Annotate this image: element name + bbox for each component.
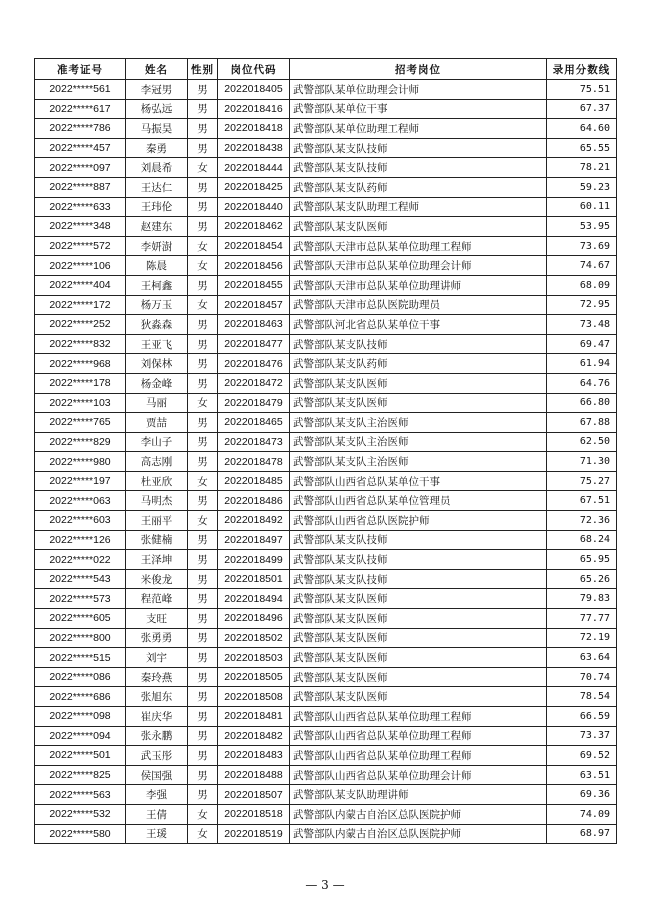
exam-id-cell: 2022*****887 — [35, 177, 126, 197]
gender-cell: 男 — [188, 373, 218, 393]
name-cell: 侯国强 — [126, 765, 188, 785]
exam-id-cell: 2022*****800 — [35, 628, 126, 648]
position-cell: 武警部队某支队医师 — [290, 609, 547, 629]
position-code-cell: 2022018405 — [218, 80, 290, 100]
gender-cell: 男 — [188, 530, 218, 550]
score-cell: 68.09 — [547, 275, 617, 295]
score-cell: 72.36 — [547, 511, 617, 531]
page-number: — 3 — — [305, 878, 345, 892]
gender-cell: 男 — [188, 138, 218, 158]
name-cell: 程范峰 — [126, 589, 188, 609]
name-cell: 王玮伦 — [126, 197, 188, 217]
position-code-cell: 2022018481 — [218, 707, 290, 727]
position-cell: 武警部队某支队技师 — [290, 158, 547, 178]
position-code-cell: 2022018440 — [218, 197, 290, 217]
score-cell: 63.51 — [547, 765, 617, 785]
score-cell: 68.24 — [547, 530, 617, 550]
name-cell: 陈晨 — [126, 256, 188, 276]
gender-cell: 男 — [188, 452, 218, 472]
position-code-cell: 2022018486 — [218, 491, 290, 511]
score-cell: 72.19 — [547, 628, 617, 648]
score-cell: 64.60 — [547, 119, 617, 139]
position-cell: 武警部队某支队助理讲师 — [290, 785, 547, 805]
gender-cell: 女 — [188, 158, 218, 178]
gender-cell: 男 — [188, 197, 218, 217]
exam-id-cell: 2022*****617 — [35, 99, 126, 119]
gender-cell: 男 — [188, 177, 218, 197]
position-code-cell: 2022018502 — [218, 628, 290, 648]
name-cell: 王泽坤 — [126, 550, 188, 570]
score-cell: 60.11 — [547, 197, 617, 217]
position-code-cell: 2022018462 — [218, 217, 290, 237]
score-cell: 78.21 — [547, 158, 617, 178]
score-cell: 79.83 — [547, 589, 617, 609]
name-cell: 崔庆华 — [126, 707, 188, 727]
position-cell: 武警部队某支队药师 — [290, 354, 547, 374]
position-cell: 武警部队某支队技师 — [290, 530, 547, 550]
table-row — [35, 707, 617, 727]
gender-cell: 女 — [188, 471, 218, 491]
gender-cell: 男 — [188, 785, 218, 805]
position-code-cell: 2022018476 — [218, 354, 290, 374]
exam-id-cell: 2022*****126 — [35, 530, 126, 550]
gender-cell: 女 — [188, 236, 218, 256]
table-row — [35, 589, 617, 609]
position-code-cell: 2022018519 — [218, 824, 290, 844]
name-cell: 狄淼森 — [126, 315, 188, 335]
gender-cell: 男 — [188, 432, 218, 452]
position-code-cell: 2022018497 — [218, 530, 290, 550]
score-cell: 73.48 — [547, 315, 617, 335]
table-row — [35, 373, 617, 393]
score-cell: 70.74 — [547, 667, 617, 687]
position-code-cell: 2022018457 — [218, 295, 290, 315]
position-cell: 武警部队山西省总队某单位助理会计师 — [290, 765, 547, 785]
name-cell: 李冠男 — [126, 80, 188, 100]
exam-id-cell: 2022*****532 — [35, 804, 126, 824]
position-code-cell: 2022018472 — [218, 373, 290, 393]
table-row — [35, 452, 617, 472]
position-code-cell: 2022018416 — [218, 99, 290, 119]
exam-id-cell: 2022*****086 — [35, 667, 126, 687]
table-row — [35, 413, 617, 433]
table-row — [35, 687, 617, 707]
name-cell: 马振昊 — [126, 119, 188, 139]
score-cell: 67.37 — [547, 99, 617, 119]
name-cell: 高志刚 — [126, 452, 188, 472]
name-cell: 马明杰 — [126, 491, 188, 511]
name-cell: 张旭东 — [126, 687, 188, 707]
score-cell: 69.47 — [547, 334, 617, 354]
position-cell: 武警部队河北省总队某单位干事 — [290, 315, 547, 335]
score-cell: 69.52 — [547, 746, 617, 766]
table-row — [35, 80, 617, 100]
name-cell: 李山子 — [126, 432, 188, 452]
table-header-row — [35, 59, 617, 80]
score-cell: 75.51 — [547, 80, 617, 100]
gender-cell: 男 — [188, 315, 218, 335]
name-cell: 王倩 — [126, 804, 188, 824]
exam-id-cell: 2022*****178 — [35, 373, 126, 393]
exam-id-cell: 2022*****106 — [35, 256, 126, 276]
gender-cell: 女 — [188, 824, 218, 844]
score-cell: 75.27 — [547, 471, 617, 491]
exam-id-cell: 2022*****197 — [35, 471, 126, 491]
table-row — [35, 354, 617, 374]
gender-cell: 男 — [188, 667, 218, 687]
position-cell: 武警部队某单位助理会计师 — [290, 80, 547, 100]
exam-id-cell: 2022*****765 — [35, 413, 126, 433]
exam-id-cell: 2022*****832 — [35, 334, 126, 354]
results-sheet — [34, 58, 616, 844]
name-cell: 武玉彤 — [126, 746, 188, 766]
gender-cell: 男 — [188, 746, 218, 766]
position-cell: 武警部队某单位助理工程师 — [290, 119, 547, 139]
table-row — [35, 569, 617, 589]
position-code-cell: 2022018507 — [218, 785, 290, 805]
position-code-cell: 2022018505 — [218, 667, 290, 687]
table-row — [35, 236, 617, 256]
gender-cell: 男 — [188, 275, 218, 295]
table-row — [35, 217, 617, 237]
gender-cell: 女 — [188, 256, 218, 276]
name-cell: 马丽 — [126, 393, 188, 413]
position-cell: 武警部队某支队技师 — [290, 334, 547, 354]
position-code-cell: 2022018482 — [218, 726, 290, 746]
table-row — [35, 138, 617, 158]
table-body — [35, 80, 617, 844]
score-cell: 72.95 — [547, 295, 617, 315]
name-cell: 王柯鑫 — [126, 275, 188, 295]
position-cell: 武警部队某支队主治医师 — [290, 413, 547, 433]
position-code-cell: 2022018473 — [218, 432, 290, 452]
position-code-cell: 2022018518 — [218, 804, 290, 824]
table-row — [35, 334, 617, 354]
exam-id-cell: 2022*****172 — [35, 295, 126, 315]
position-code-cell: 2022018438 — [218, 138, 290, 158]
position-code-cell: 2022018465 — [218, 413, 290, 433]
gender-cell: 男 — [188, 354, 218, 374]
gender-cell: 女 — [188, 511, 218, 531]
score-cell: 69.36 — [547, 785, 617, 805]
gender-cell: 男 — [188, 628, 218, 648]
exam-id-cell: 2022*****063 — [35, 491, 126, 511]
score-cell: 71.30 — [547, 452, 617, 472]
position-cell: 武警部队天津市总队某单位助理讲师 — [290, 275, 547, 295]
score-cell: 74.09 — [547, 804, 617, 824]
position-cell: 武警部队某支队医师 — [290, 667, 547, 687]
table-row — [35, 667, 617, 687]
exam-id-cell: 2022*****968 — [35, 354, 126, 374]
table-row — [35, 785, 617, 805]
header-position: 招考岗位 — [290, 59, 547, 80]
exam-id-cell: 2022*****094 — [35, 726, 126, 746]
table-row — [35, 99, 617, 119]
position-cell: 武警部队某支队医师 — [290, 589, 547, 609]
name-cell: 张永鹏 — [126, 726, 188, 746]
table-row — [35, 511, 617, 531]
header-exam-id: 准考证号 — [35, 59, 126, 80]
score-cell: 53.95 — [547, 217, 617, 237]
exam-id-cell: 2022*****603 — [35, 511, 126, 531]
position-cell: 武警部队山西省总队某单位助理工程师 — [290, 726, 547, 746]
header-score-line: 录用分数线 — [547, 59, 617, 80]
position-cell: 武警部队某单位干事 — [290, 99, 547, 119]
exam-id-cell: 2022*****563 — [35, 785, 126, 805]
score-cell: 65.55 — [547, 138, 617, 158]
name-cell: 杨万玉 — [126, 295, 188, 315]
exam-id-cell: 2022*****515 — [35, 648, 126, 668]
position-cell: 武警部队山西省总队某单位助理工程师 — [290, 746, 547, 766]
gender-cell: 男 — [188, 491, 218, 511]
position-code-cell: 2022018508 — [218, 687, 290, 707]
exam-id-cell: 2022*****404 — [35, 275, 126, 295]
table-row — [35, 315, 617, 335]
position-cell: 武警部队山西省总队某单位管理员 — [290, 491, 547, 511]
position-cell: 武警部队内蒙古自治区总队医院护师 — [290, 804, 547, 824]
position-code-cell: 2022018454 — [218, 236, 290, 256]
header-gender: 性别 — [188, 59, 218, 80]
table-row — [35, 824, 617, 844]
score-cell: 59.23 — [547, 177, 617, 197]
position-code-cell: 2022018485 — [218, 471, 290, 491]
name-cell: 王亚飞 — [126, 334, 188, 354]
exam-id-cell: 2022*****633 — [35, 197, 126, 217]
table-row — [35, 471, 617, 491]
position-code-cell: 2022018478 — [218, 452, 290, 472]
gender-cell: 男 — [188, 609, 218, 629]
table-row — [35, 491, 617, 511]
gender-cell: 男 — [188, 707, 218, 727]
exam-id-cell: 2022*****686 — [35, 687, 126, 707]
gender-cell: 男 — [188, 648, 218, 668]
gender-cell: 男 — [188, 119, 218, 139]
table-row — [35, 628, 617, 648]
table-row — [35, 197, 617, 217]
position-code-cell: 2022018501 — [218, 569, 290, 589]
position-code-cell: 2022018494 — [218, 589, 290, 609]
gender-cell: 女 — [188, 393, 218, 413]
exam-id-cell: 2022*****457 — [35, 138, 126, 158]
gender-cell: 男 — [188, 334, 218, 354]
position-cell: 武警部队某支队主治医师 — [290, 432, 547, 452]
gender-cell: 男 — [188, 80, 218, 100]
name-cell: 刘宇 — [126, 648, 188, 668]
score-cell: 66.80 — [547, 393, 617, 413]
exam-id-cell: 2022*****501 — [35, 746, 126, 766]
name-cell: 张健楠 — [126, 530, 188, 550]
name-cell: 秦玲燕 — [126, 667, 188, 687]
score-cell: 65.26 — [547, 569, 617, 589]
position-code-cell: 2022018492 — [218, 511, 290, 531]
score-cell: 63.64 — [547, 648, 617, 668]
table-row — [35, 295, 617, 315]
table-row — [35, 726, 617, 746]
position-cell: 武警部队某支队医师 — [290, 217, 547, 237]
name-cell: 李强 — [126, 785, 188, 805]
table-row — [35, 393, 617, 413]
position-code-cell: 2022018483 — [218, 746, 290, 766]
position-code-cell: 2022018425 — [218, 177, 290, 197]
gender-cell: 男 — [188, 413, 218, 433]
table-row — [35, 432, 617, 452]
name-cell: 王丽平 — [126, 511, 188, 531]
gender-cell: 女 — [188, 804, 218, 824]
name-cell: 贾喆 — [126, 413, 188, 433]
header-position-code: 岗位代码 — [218, 59, 290, 80]
score-cell: 66.59 — [547, 707, 617, 727]
exam-id-cell: 2022*****580 — [35, 824, 126, 844]
position-cell: 武警部队天津市总队某单位助理工程师 — [290, 236, 547, 256]
name-cell: 赵建东 — [126, 217, 188, 237]
name-cell: 刘晨希 — [126, 158, 188, 178]
gender-cell: 男 — [188, 589, 218, 609]
score-cell: 73.69 — [547, 236, 617, 256]
table-row — [35, 119, 617, 139]
score-cell: 77.77 — [547, 609, 617, 629]
exam-id-cell: 2022*****561 — [35, 80, 126, 100]
exam-id-cell: 2022*****097 — [35, 158, 126, 178]
score-cell: 67.51 — [547, 491, 617, 511]
position-cell: 武警部队天津市总队医院助理员 — [290, 295, 547, 315]
score-cell: 64.76 — [547, 373, 617, 393]
name-cell: 张勇勇 — [126, 628, 188, 648]
position-cell: 武警部队某支队医师 — [290, 373, 547, 393]
name-cell: 王瑗 — [126, 824, 188, 844]
exam-id-cell: 2022*****829 — [35, 432, 126, 452]
score-cell: 61.94 — [547, 354, 617, 374]
position-code-cell: 2022018477 — [218, 334, 290, 354]
exam-id-cell: 2022*****825 — [35, 765, 126, 785]
table-row — [35, 765, 617, 785]
position-cell: 武警部队某支队技师 — [290, 550, 547, 570]
score-cell: 62.50 — [547, 432, 617, 452]
exam-id-cell: 2022*****022 — [35, 550, 126, 570]
position-cell: 武警部队某支队技师 — [290, 138, 547, 158]
gender-cell: 男 — [188, 550, 218, 570]
table-row — [35, 648, 617, 668]
position-code-cell: 2022018479 — [218, 393, 290, 413]
name-cell: 李妍澍 — [126, 236, 188, 256]
position-cell: 武警部队内蒙古自治区总队医院护师 — [290, 824, 547, 844]
table-row — [35, 177, 617, 197]
gender-cell: 男 — [188, 99, 218, 119]
exam-id-cell: 2022*****348 — [35, 217, 126, 237]
name-cell: 杜亚欣 — [126, 471, 188, 491]
score-cell: 73.37 — [547, 726, 617, 746]
gender-cell: 男 — [188, 217, 218, 237]
position-cell: 武警部队某支队技师 — [290, 569, 547, 589]
name-cell: 杨弘远 — [126, 99, 188, 119]
score-cell: 78.54 — [547, 687, 617, 707]
name-cell: 王达仁 — [126, 177, 188, 197]
position-cell: 武警部队山西省总队某单位助理工程师 — [290, 707, 547, 727]
position-cell: 武警部队某支队医师 — [290, 648, 547, 668]
score-cell: 68.97 — [547, 824, 617, 844]
gender-cell: 男 — [188, 765, 218, 785]
position-code-cell: 2022018455 — [218, 275, 290, 295]
exam-id-cell: 2022*****543 — [35, 569, 126, 589]
position-code-cell: 2022018499 — [218, 550, 290, 570]
position-cell: 武警部队天津市总队某单位助理会计师 — [290, 256, 547, 276]
position-code-cell: 2022018503 — [218, 648, 290, 668]
table-row — [35, 550, 617, 570]
name-cell: 支旺 — [126, 609, 188, 629]
position-cell: 武警部队山西省总队某单位干事 — [290, 471, 547, 491]
position-code-cell: 2022018488 — [218, 765, 290, 785]
position-code-cell: 2022018456 — [218, 256, 290, 276]
exam-id-cell: 2022*****103 — [35, 393, 126, 413]
table-row — [35, 158, 617, 178]
score-cell: 67.88 — [547, 413, 617, 433]
position-cell: 武警部队某支队医师 — [290, 687, 547, 707]
position-code-cell: 2022018418 — [218, 119, 290, 139]
exam-id-cell: 2022*****786 — [35, 119, 126, 139]
position-cell: 武警部队山西省总队医院护师 — [290, 511, 547, 531]
table-row — [35, 256, 617, 276]
exam-id-cell: 2022*****573 — [35, 589, 126, 609]
table-row — [35, 275, 617, 295]
name-cell: 秦勇 — [126, 138, 188, 158]
exam-id-cell: 2022*****980 — [35, 452, 126, 472]
exam-id-cell: 2022*****572 — [35, 236, 126, 256]
header-name: 姓名 — [126, 59, 188, 80]
position-cell: 武警部队某支队助理工程师 — [290, 197, 547, 217]
position-code-cell: 2022018444 — [218, 158, 290, 178]
position-cell: 武警部队某支队药师 — [290, 177, 547, 197]
table-row — [35, 530, 617, 550]
position-cell: 武警部队某支队医师 — [290, 628, 547, 648]
gender-cell: 男 — [188, 569, 218, 589]
table-row — [35, 609, 617, 629]
exam-id-cell: 2022*****605 — [35, 609, 126, 629]
position-code-cell: 2022018463 — [218, 315, 290, 335]
gender-cell: 男 — [188, 687, 218, 707]
name-cell: 刘保林 — [126, 354, 188, 374]
position-cell: 武警部队某支队医师 — [290, 393, 547, 413]
admission-score-table — [34, 58, 617, 844]
gender-cell: 男 — [188, 726, 218, 746]
table-row — [35, 746, 617, 766]
exam-id-cell: 2022*****252 — [35, 315, 126, 335]
exam-id-cell: 2022*****098 — [35, 707, 126, 727]
table-row — [35, 804, 617, 824]
name-cell: 杨金峰 — [126, 373, 188, 393]
name-cell: 米俊龙 — [126, 569, 188, 589]
score-cell: 65.95 — [547, 550, 617, 570]
gender-cell: 女 — [188, 295, 218, 315]
score-cell: 74.67 — [547, 256, 617, 276]
position-cell: 武警部队某支队主治医师 — [290, 452, 547, 472]
position-code-cell: 2022018496 — [218, 609, 290, 629]
